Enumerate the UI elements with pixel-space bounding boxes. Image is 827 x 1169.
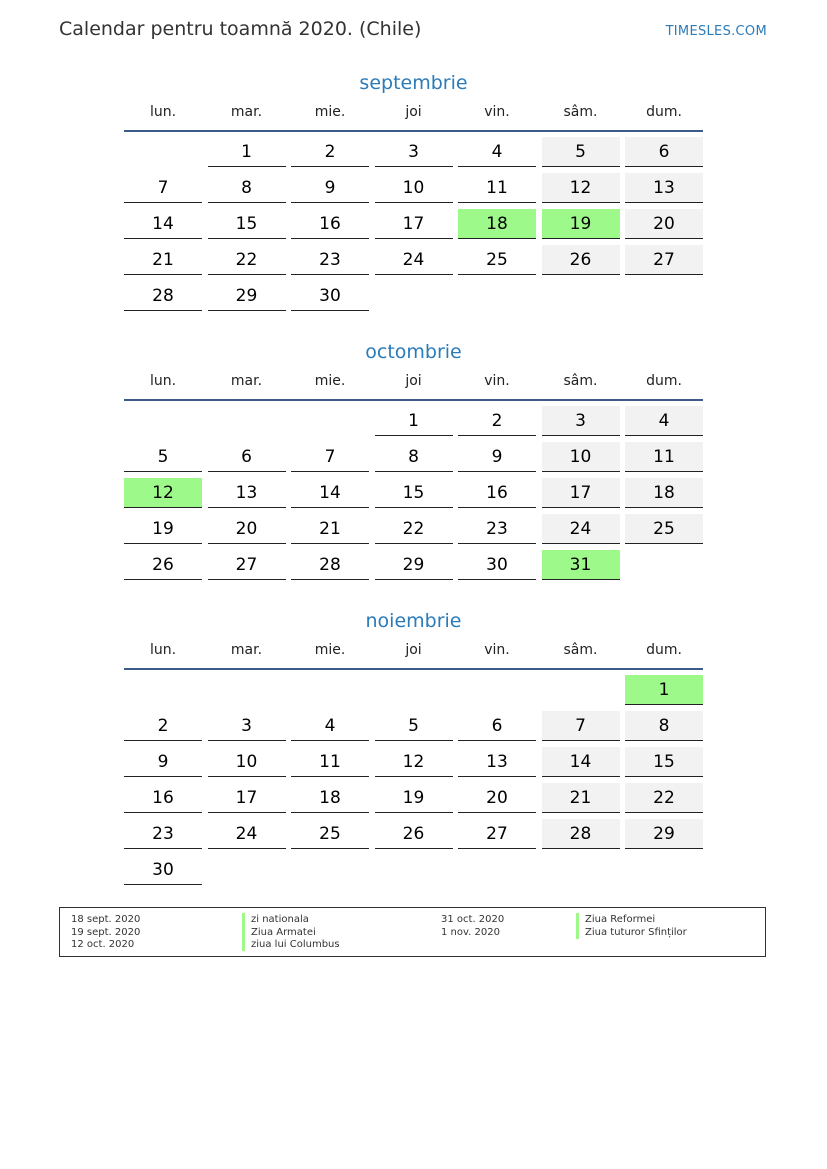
legend-holiday-name: Ziua Reformei: [576, 913, 655, 926]
day-cell[interactable]: 3: [208, 711, 286, 741]
day-cell[interactable]: 30: [291, 281, 369, 311]
day-cell[interactable]: 20: [458, 783, 536, 813]
weekday-label: dum.: [646, 373, 682, 389]
day-cell[interactable]: 23: [291, 245, 369, 275]
month-november: [0, 606, 827, 880]
weekday-label: vin.: [484, 642, 510, 658]
weekday-label: mar.: [230, 373, 263, 389]
day-cell[interactable]: 12: [124, 478, 202, 508]
day-cell[interactable]: 24: [542, 514, 620, 544]
legend-holiday-name: zi nationala: [242, 913, 309, 926]
day-cell[interactable]: 18: [291, 783, 369, 813]
weekday-label: mar.: [230, 642, 263, 658]
day-cell[interactable]: 10: [542, 442, 620, 472]
day-cell[interactable]: 11: [291, 747, 369, 777]
weekday-label: mie.: [314, 642, 346, 658]
day-cell[interactable]: 25: [458, 245, 536, 275]
day-cell[interactable]: 3: [542, 406, 620, 436]
weekday-header: [124, 104, 703, 124]
day-cell[interactable]: 10: [375, 173, 453, 203]
day-cell[interactable]: 4: [458, 137, 536, 167]
day-cell[interactable]: 28: [291, 550, 369, 580]
day-cell[interactable]: 24: [208, 819, 286, 849]
day-cell[interactable]: 18: [625, 478, 703, 508]
weekday-label: joi: [405, 642, 422, 658]
day-cell[interactable]: 1: [625, 675, 703, 705]
header-rule: [124, 130, 703, 132]
header-rule: [124, 668, 703, 670]
day-cell[interactable]: 19: [542, 209, 620, 239]
day-cell[interactable]: 5: [375, 711, 453, 741]
weekday-label: vin.: [484, 373, 510, 389]
day-cell[interactable]: 25: [291, 819, 369, 849]
day-cell[interactable]: 21: [542, 783, 620, 813]
day-cell[interactable]: 30: [458, 550, 536, 580]
weekday-label: mie.: [314, 373, 346, 389]
day-cell[interactable]: 11: [625, 442, 703, 472]
day-cell[interactable]: 3: [375, 137, 453, 167]
day-cell[interactable]: 14: [542, 747, 620, 777]
day-cell[interactable]: 7: [124, 173, 202, 203]
weekday-header: [124, 373, 703, 393]
day-cell[interactable]: 2: [291, 137, 369, 167]
day-cell[interactable]: 22: [208, 245, 286, 275]
day-cell[interactable]: 5: [124, 442, 202, 472]
day-cell[interactable]: 21: [291, 514, 369, 544]
day-cell[interactable]: 27: [458, 819, 536, 849]
legend-date: 1 nov. 2020: [441, 926, 500, 938]
month-title: noiembrie: [365, 610, 462, 632]
day-cell[interactable]: 22: [375, 514, 453, 544]
day-cell[interactable]: 16: [291, 209, 369, 239]
day-cell[interactable]: 15: [375, 478, 453, 508]
day-cell[interactable]: 4: [291, 711, 369, 741]
month-title: octombrie: [365, 341, 462, 363]
day-cell[interactable]: 8: [375, 442, 453, 472]
day-cell[interactable]: 26: [542, 245, 620, 275]
day-cell[interactable]: 9: [124, 747, 202, 777]
day-cell[interactable]: 31: [542, 550, 620, 580]
weekday-label: joi: [405, 104, 422, 120]
day-cell[interactable]: 19: [124, 514, 202, 544]
day-cell[interactable]: 21: [124, 245, 202, 275]
day-cell[interactable]: 30: [124, 855, 202, 885]
day-cell[interactable]: 28: [124, 281, 202, 311]
day-cell[interactable]: 9: [458, 442, 536, 472]
day-cell[interactable]: 17: [375, 209, 453, 239]
day-cell[interactable]: 23: [458, 514, 536, 544]
day-cell[interactable]: 14: [291, 478, 369, 508]
day-cell[interactable]: 10: [208, 747, 286, 777]
legend-holiday-name: Ziua tuturor Sfinților: [576, 926, 687, 939]
month-october: [0, 337, 827, 575]
day-cell[interactable]: 13: [458, 747, 536, 777]
day-cell[interactable]: 17: [542, 478, 620, 508]
day-cell[interactable]: 2: [124, 711, 202, 741]
day-cell[interactable]: 12: [375, 747, 453, 777]
day-cell[interactable]: 6: [208, 442, 286, 472]
legend-date: 12 oct. 2020: [71, 939, 135, 950]
day-cell[interactable]: 8: [208, 173, 286, 203]
weekday-label: lun.: [149, 642, 177, 658]
day-cell[interactable]: 13: [625, 173, 703, 203]
day-cell[interactable]: 6: [458, 711, 536, 741]
weekday-label: vin.: [484, 104, 510, 120]
day-cell[interactable]: 6: [625, 137, 703, 167]
month-september: [0, 68, 827, 306]
legend-date: 19 sept. 2020: [71, 926, 141, 938]
day-cell[interactable]: 7: [291, 442, 369, 472]
page-title: Calendar pentru toamnă 2020. (Chile): [59, 18, 422, 40]
day-cell[interactable]: 20: [625, 209, 703, 239]
day-cell[interactable]: 20: [208, 514, 286, 544]
day-cell[interactable]: 19: [375, 783, 453, 813]
day-cell[interactable]: 9: [291, 173, 369, 203]
legend-date: 18 sept. 2020: [71, 914, 141, 925]
day-cell[interactable]: 7: [542, 711, 620, 741]
month-title: septembrie: [359, 72, 468, 94]
day-cell[interactable]: 23: [124, 819, 202, 849]
weekday-label: lun.: [149, 104, 177, 120]
day-cell[interactable]: 29: [208, 281, 286, 311]
weekday-label: sâm.: [563, 104, 598, 120]
day-cell[interactable]: 16: [458, 478, 536, 508]
day-cell[interactable]: 18: [458, 209, 536, 239]
day-cell[interactable]: 1: [375, 406, 453, 436]
day-cell[interactable]: 1: [208, 137, 286, 167]
day-cell[interactable]: 22: [625, 783, 703, 813]
day-cell[interactable]: 15: [625, 747, 703, 777]
site-link[interactable]: TIMESLES.COM: [665, 24, 767, 39]
weekday-label: dum.: [646, 642, 682, 658]
day-cell[interactable]: 26: [124, 550, 202, 580]
day-cell[interactable]: 17: [208, 783, 286, 813]
weekday-label: mie.: [314, 104, 346, 120]
header-rule: [124, 399, 703, 401]
legend-holiday-name: Ziua Armatei: [242, 926, 316, 939]
day-cell[interactable]: 29: [375, 550, 453, 580]
weekday-label: lun.: [149, 373, 177, 389]
day-cell[interactable]: 13: [208, 478, 286, 508]
weekday-header: [124, 642, 703, 662]
legend-date: 31 oct. 2020: [441, 914, 505, 925]
day-cell[interactable]: 26: [375, 819, 453, 849]
day-cell[interactable]: 24: [375, 245, 453, 275]
day-cell[interactable]: 4: [625, 406, 703, 436]
weekday-label: sâm.: [563, 373, 598, 389]
weekday-label: dum.: [646, 104, 682, 120]
day-cell[interactable]: 11: [458, 173, 536, 203]
day-cell[interactable]: 5: [542, 137, 620, 167]
holiday-legend: [59, 907, 766, 957]
day-cell[interactable]: 8: [625, 711, 703, 741]
day-cell[interactable]: 15: [208, 209, 286, 239]
legend-holiday-name: ziua lui Columbus: [242, 938, 340, 951]
weekday-label: joi: [405, 373, 422, 389]
day-cell[interactable]: 16: [124, 783, 202, 813]
day-cell[interactable]: 29: [625, 819, 703, 849]
day-cell[interactable]: 2: [458, 406, 536, 436]
weekday-label: sâm.: [563, 642, 598, 658]
weekday-label: mar.: [230, 104, 263, 120]
day-cell[interactable]: 12: [542, 173, 620, 203]
day-cell[interactable]: 25: [625, 514, 703, 544]
day-cell[interactable]: 14: [124, 209, 202, 239]
day-cell[interactable]: 28: [542, 819, 620, 849]
day-cell[interactable]: 27: [208, 550, 286, 580]
day-cell[interactable]: 27: [625, 245, 703, 275]
